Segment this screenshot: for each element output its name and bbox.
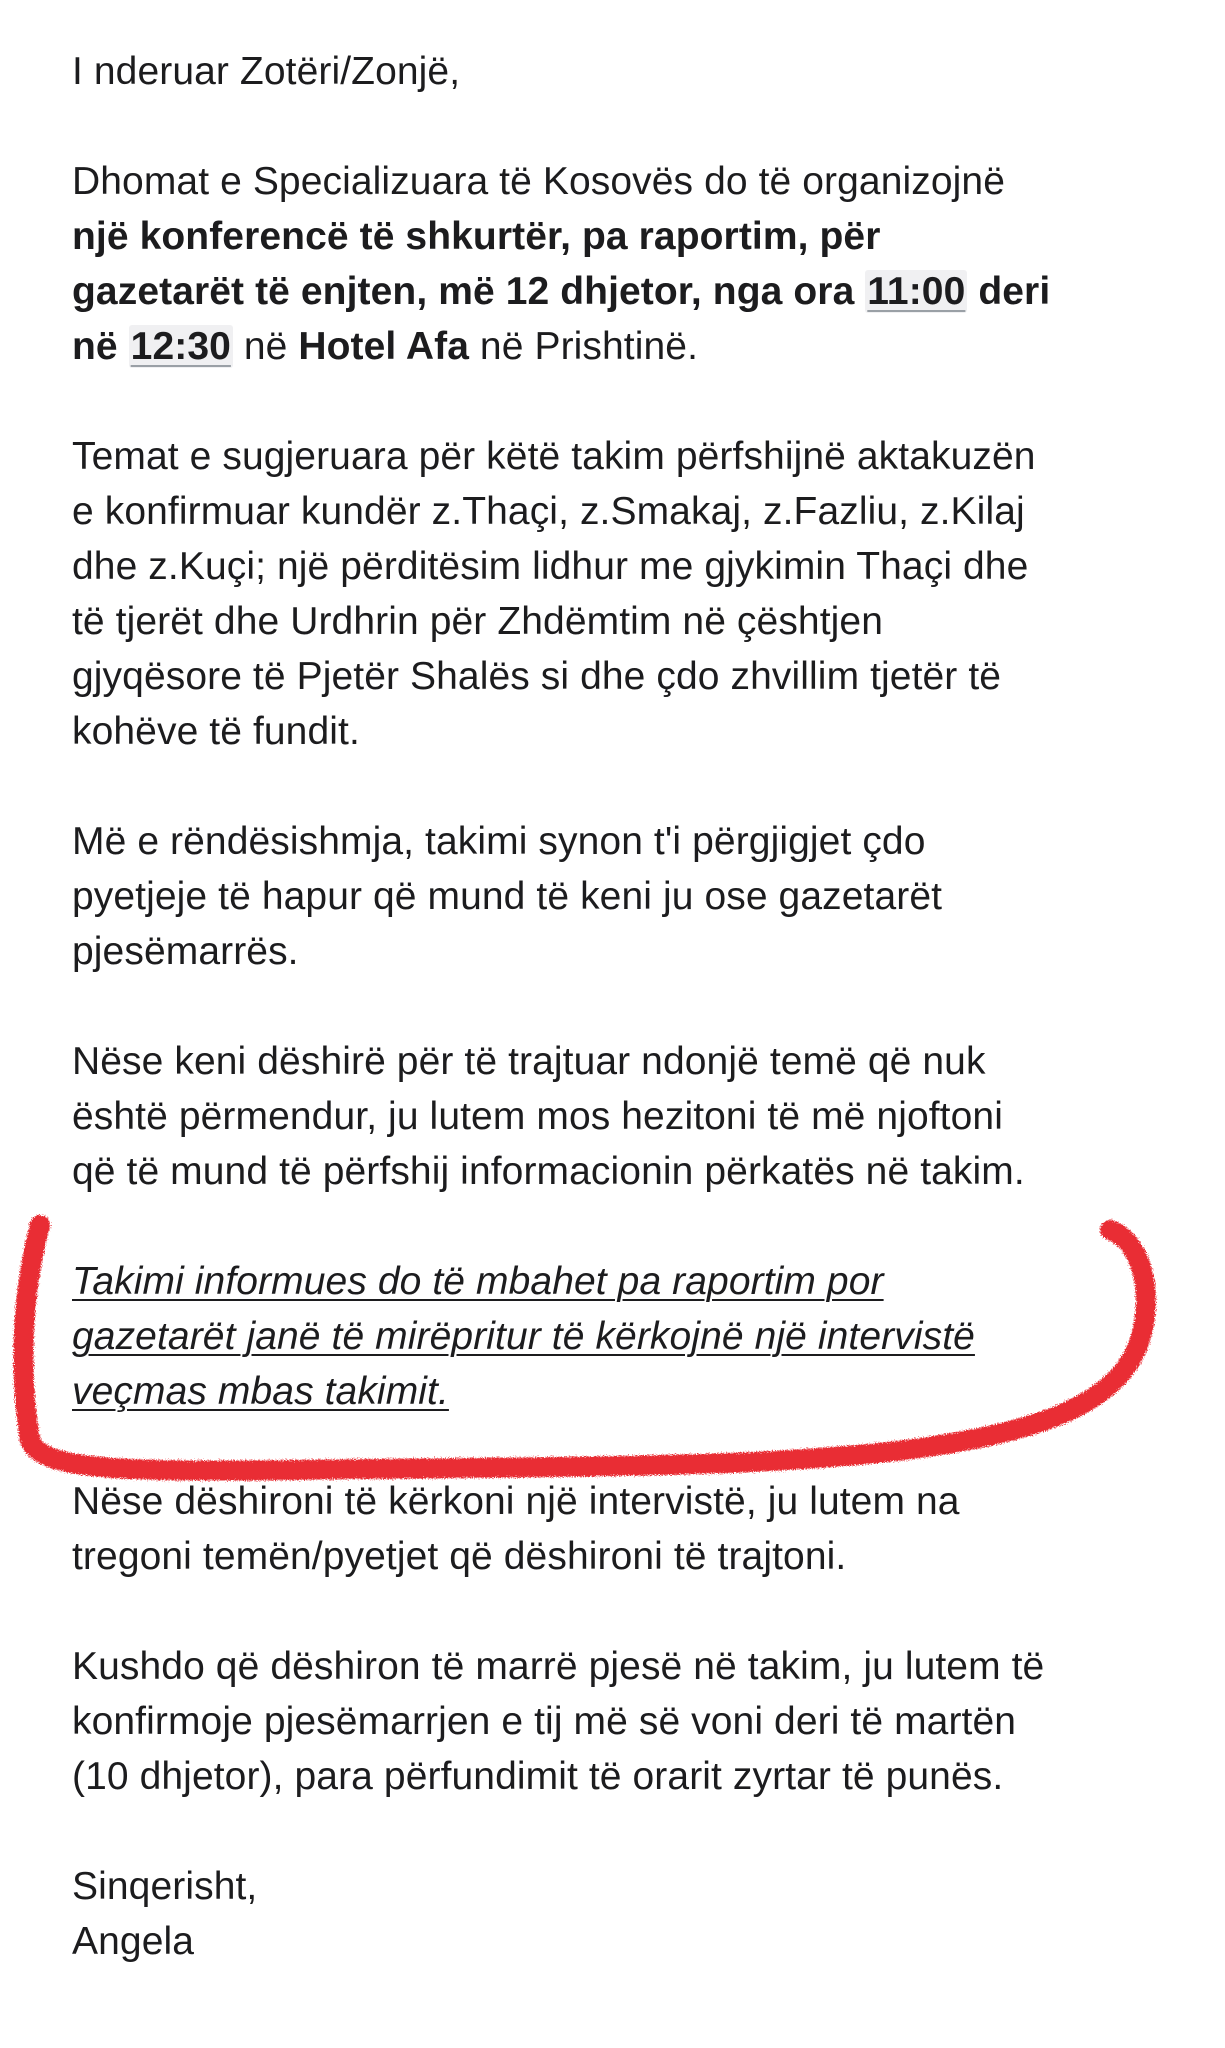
signoff <box>72 1859 1162 1969</box>
text-line: pyetjeje të hapur që mund të keni ju ose gazetarët <box>72 875 943 918</box>
text-line: Nëse dëshironi të kërkoni një intervistë, ju lutem na <box>72 1480 960 1523</box>
time-start-link[interactable]: 11:00 <box>867 270 966 313</box>
text-line: kohëve të fundit. <box>72 710 360 753</box>
text-line: e konfirmuar kundër z.Thaçi, z.Smakaj, z.Fazliu, z.Kilaj <box>72 490 1025 533</box>
text-line: Nëse keni dëshirë për të trajtuar ndonjë temë që nuk <box>72 1040 986 1083</box>
text-line: pjesëmarrës. <box>72 930 299 973</box>
highlighted-note <box>72 1254 1162 1419</box>
text-line: gjyqësore të Pjetër Shalës si dhe çdo zhvillim tjetër të <box>72 655 1002 698</box>
text-line: të tjerët dhe Urdhrin për Zhdëmtim në çështjen <box>72 600 883 643</box>
closing-text: Sinqerisht, <box>72 1865 258 1908</box>
text-line: është përmendur, ju lutem mos hezitoni të më njoftoni <box>72 1095 1003 1138</box>
announcement-line-date <box>72 264 1162 319</box>
paragraph-purpose <box>72 814 1162 979</box>
note-line: Takimi informues do të mbahet pa raportim por <box>72 1260 884 1303</box>
announcement-line: Dhomat e Specializuara të Kosovës do të organizojnë <box>72 160 1005 203</box>
time-end-link[interactable]: 12:30 <box>130 325 231 368</box>
note-line: veçmas mbas takimit. <box>72 1370 449 1413</box>
at-text: në <box>232 325 299 368</box>
paragraph-rsvp <box>72 1639 1162 1804</box>
paragraph-topics <box>72 429 1162 759</box>
until-text: deri <box>967 270 1051 313</box>
paragraph-other-topics <box>72 1034 1162 1199</box>
venue-name: Hotel Afa <box>298 325 469 368</box>
in-text: në <box>72 325 129 368</box>
announcement-line-venue <box>72 319 1162 374</box>
note-line: gazetarët janë të mirëpritur të kërkojnë një intervistë <box>72 1315 975 1358</box>
text-line: konfirmoje pjesëmarrjen e tij më së voni deri të martën <box>72 1700 1017 1743</box>
text-line: Kushdo që dëshiron të marrë pjesë në takim, ju lutem të <box>72 1645 1045 1688</box>
greeting-text: I nderuar Zotëri/Zonjë, <box>72 50 461 93</box>
text-line: dhe z.Kuçi; një përditësim lidhur me gjykimin Thaçi dhe <box>72 545 1029 588</box>
text-line: Më e rëndësishmja, takimi synon t'i përgjigjet çdo <box>72 820 926 863</box>
date-text: gazetarët të enjten, më 12 dhjetor, nga ora <box>72 270 866 313</box>
announcement-line-bold: një konferencë të shkurtër, pa raportim, për <box>72 215 881 258</box>
email-body <box>72 44 1162 1969</box>
text-line: (10 dhjetor), para përfundimit të orarit zyrtar të punës. <box>72 1755 1004 1798</box>
signature-name: Angela <box>72 1920 195 1963</box>
greeting <box>72 44 1162 99</box>
text-line: tregoni temën/pyetjet që dëshironi të trajtoni. <box>72 1535 847 1578</box>
paragraph-interview <box>72 1474 1162 1584</box>
paragraph-announcement <box>72 154 1162 374</box>
text-line: Temat e sugjeruara për këtë takim përfshijnë aktakuzën <box>72 435 1036 478</box>
city-text: në Prishtinë. <box>469 325 699 368</box>
text-line: që të mund të përfshij informacionin përkatës në takim. <box>72 1150 1025 1193</box>
